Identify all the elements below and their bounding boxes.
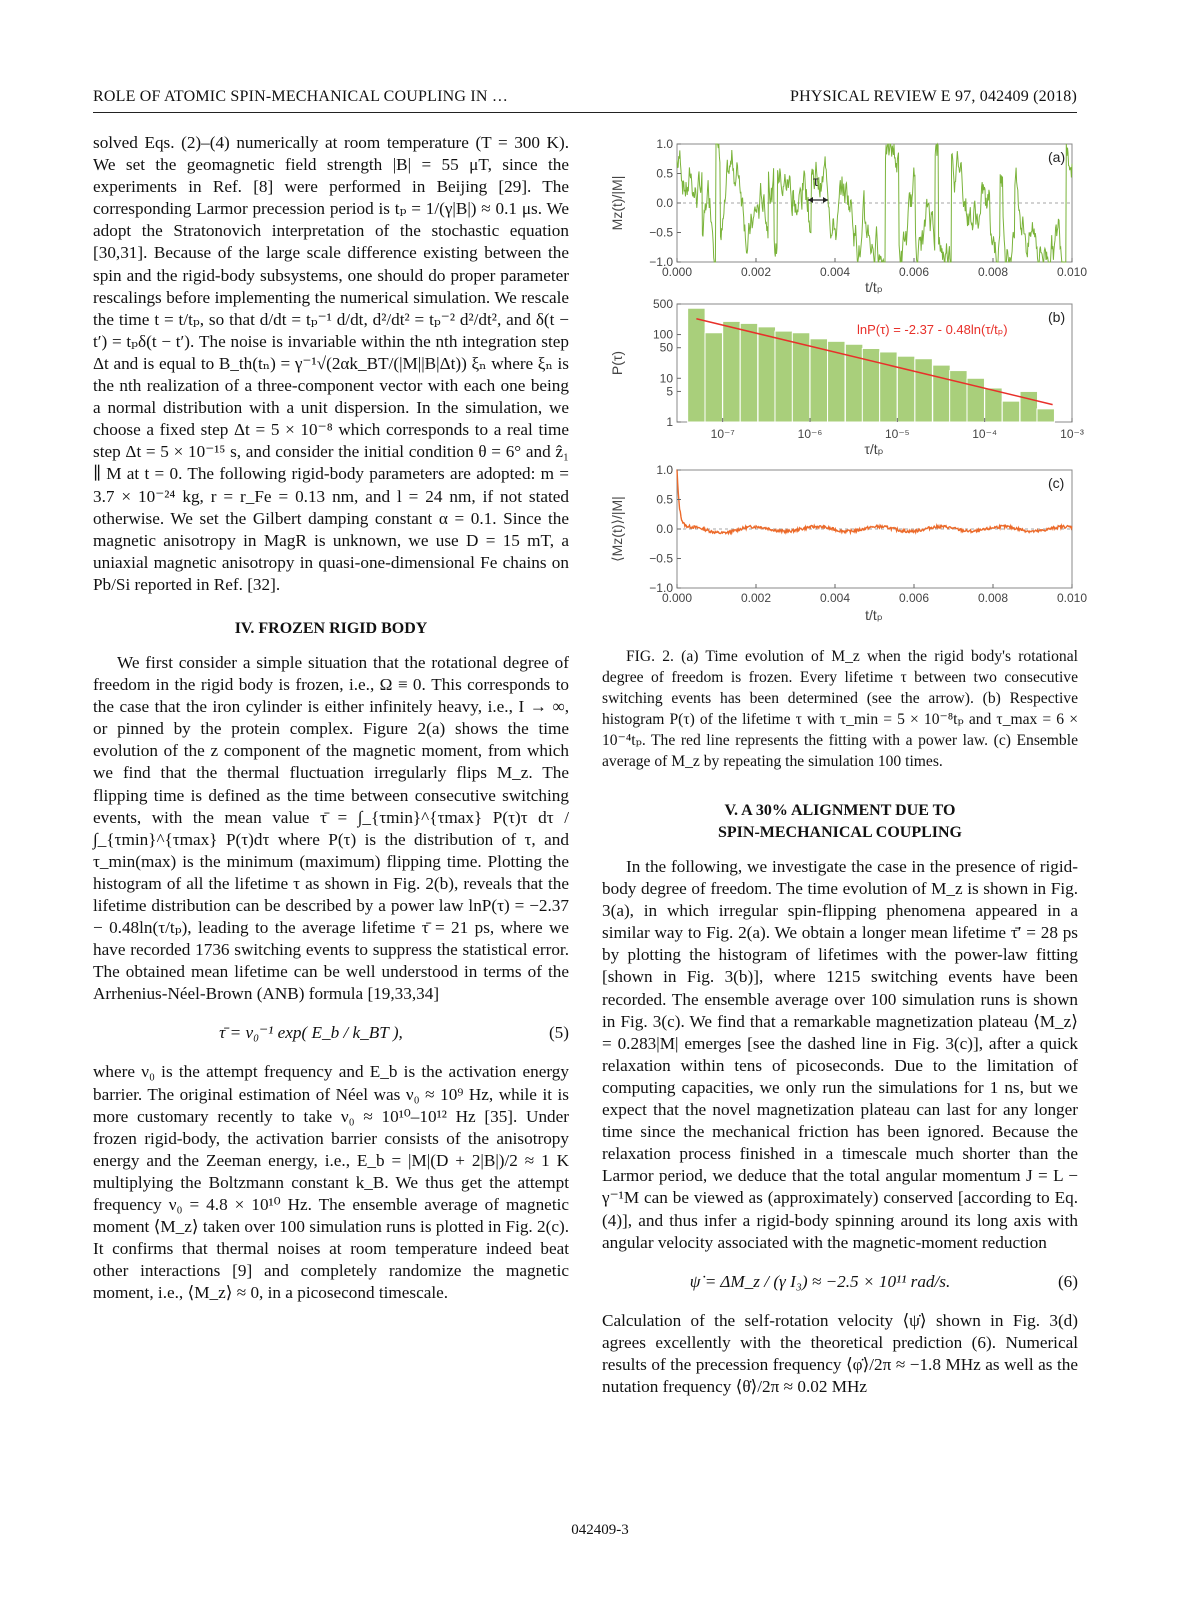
x-tick-label: 10⁻⁶	[797, 427, 823, 441]
panel-c	[609, 463, 1087, 623]
section-heading-v-line2: SPIN-MECHANICAL COUPLING	[717, 824, 962, 841]
y-tick-label: −0.5	[649, 551, 673, 566]
figure-2-caption-text: FIG. 2. (a) Time evolution of M_z when the rigid body's rotational degree of freedom is frozen. Every lifetime τ between two consecutive switching events has been determined (see the arrow). (b) Respective histogram P(τ) of the lifetime τ with τ_min = 5 × 10⁻⁸tₚ and τ_max = 6 × 10⁻⁴tₚ. The red line represents the fitting with a power law. (c) Ensemble average of M_z by repeating the simulation 100 times.	[602, 648, 1078, 770]
y-tick-label: 0.0	[656, 196, 673, 210]
paragraph-simulation-setup: solved Eqs. (2)–(4) numerically at room temperature (T = 300 K). We set the geomagnetic field strength |B| = 55 μT, since the experiments in Ref. [8] were performed in Beijing [29]. The corresponding Larmor precession period is tₚ = 1/(γ|B|) ≈ 0.1 μs. We adopt the Stratonovich interpretation of the stochastic equation [30,31]. Because of the large scale difference existing between the spin and the rigid-body subsystems, one should do proper parameter rescalings before implementing the numerical simulation. We rescale the time t = t/tₚ, so that d/dt = tₚ⁻¹ d/dt, d²/dt² = tₚ⁻² d²/dt², and δ(t − t′) = tₚδ(t − t′). The noise is invariable within the nth integration step Δt and is equal to B_th(tₙ) = γ⁻¹√(2αk_BT/(|M||B|Δt)) ξₙ where ξₙ is the nth realization of a three-component vector with each one being a normal distribution with a unit dispersion. In the simulation, we choose a fixed step Δt = 5 × 10⁻⁸ which corresponds to a real time step Δt = 5 × 10⁻¹⁵ s, and consider the initial condition θ = 6° and ẑ₁ ∥ M at t = 0. The following rigid-body parameters are adopted: m = 3.7 × 10⁻²⁴ kg, r = r_Fe = 0.13 nm, and l = 24 nm, if not stated otherwise. We set the Gilbert damping constant α = 0.1. Since the magnetic anisotropy in MagR is unknown, we use D = 15 mT, a uniaxial magnetic anisotropy in quasi-one-dimensional Fe chains on Pb/Si reported in Ref. [32].	[93, 133, 569, 594]
panel-b-ylabel: P(τ)	[609, 350, 625, 376]
panel-c-trace	[677, 469, 1072, 533]
panel-a-ylabel: Mz(t)/|M|	[609, 175, 625, 231]
histogram-bar	[1037, 409, 1054, 422]
paragraph-attempt-frequency: where ν₀ is the attempt frequency and E_b is the activation energy barrier. The original estimation of Néel was ν₀ ≈ 10⁹ Hz, while it is more customary recently to take ν₀ ≈ 10¹⁰–10¹² Hz [35]. Under frozen rigid-body, the activation barrier consists of the anisotropy energy and the Zeeman energy, i.e., E_b = |M|(D + 2|B|)/2 ≈ 1 K multiplying the Boltzmann constant k_B. We thus get the attempt frequency ν₀ = 4.8 × 10¹⁰ Hz. The ensemble average of magnetic moment ⟨M_z⟩ taken over 100 simulation runs is plotted in Fig. 2(c). It confirms that thermal noises at room temperature indeed beat other interactions [9] and completely randomize the magnetic moment, i.e., ⟨M_z⟩ ≈ 0, in a picosecond timescale.	[93, 1062, 569, 1303]
x-tick-label: 0.004	[819, 265, 851, 279]
y-tick-label: −1.0	[649, 581, 673, 595]
page-number: 042409-3	[571, 1522, 629, 1538]
x-tick-label: 10⁻³	[1060, 427, 1084, 441]
panel-b	[609, 297, 1084, 457]
histogram-bar	[1020, 391, 1037, 422]
y-tick-label: −0.5	[649, 225, 673, 240]
left-column	[93, 132, 569, 1305]
y-tick-label: 100	[652, 327, 673, 342]
y-tick-label: 10	[659, 371, 673, 386]
y-tick-label: 1.0	[656, 137, 673, 151]
section-heading-iv: IV. FROZEN RIGID BODY	[234, 619, 428, 637]
histogram-bar	[740, 323, 757, 422]
y-tick-label: −1.0	[649, 255, 673, 269]
x-tick-label: 0.008	[977, 591, 1009, 605]
paragraph-frozen-rigid-body: We first consider a simple situation that the rotational degree of freedom in the rigid body is frozen, i.e., Ω ≡ 0. This corresponds to the case that the iron cylinder is either infinitely heavy, i.e., I → ∞, or pinned by the protein complex. Figure 2(a) shows the time evolution of the z component of the magnetic moment, from which we find that the thermal fluctuation irregularly flips M_z. The flipping time is defined as the time between consecutive switching events, with the mean value τ̄ = ∫_{τmin}^{τmax} P(τ)τ dτ / ∫_{τmin}^{τmax} P(τ)dτ where P(τ) is the distribution of τ, and τ_min(max) is the minimum (maximum) flipping time. Plotting the histogram of all the lifetime τ as shown in Fig. 2(b), reveals that the lifetime distribution can be described by a power law lnP(τ) = −2.37 − 0.48ln(τ/tₚ), leading to the average lifetime τ̄ = 21 ps, where we have recorded 1736 switching events to suppress the statistical error. The obtained mean lifetime can be well understood in terms of the Arrhenius-Néel-Brown (ANB) formula [19,33,34]	[93, 652, 569, 1004]
histogram-bar	[810, 339, 827, 422]
panel-a-tag: (a)	[1048, 149, 1066, 165]
equation-5-body: τ̄ = ν₀⁻¹ exp( E_b / k_BT ),	[219, 1023, 403, 1043]
x-tick-label: 0.008	[977, 265, 1009, 279]
figure-2	[602, 132, 1088, 632]
y-tick-label: 0.0	[656, 522, 673, 536]
histogram-bar	[897, 356, 914, 422]
y-tick-label: 500	[652, 297, 673, 311]
x-tick-label: 0.010	[1056, 591, 1088, 605]
histogram-bar	[933, 365, 950, 422]
panel-a-trace	[677, 144, 1072, 262]
x-tick-label: 0.000	[661, 265, 693, 279]
y-tick-label: 1.0	[656, 463, 673, 477]
panel-a-arrow-left-head	[808, 197, 813, 203]
y-tick-label: 0.5	[656, 492, 673, 507]
histogram-bar	[723, 321, 740, 422]
header-title: ROLE OF ATOMIC SPIN-MECHANICAL COUPLING IN …	[93, 88, 509, 105]
equation-5-number: (5)	[548, 1023, 569, 1043]
histogram-bar	[688, 308, 705, 422]
panel-c-xlabel: t/tₚ	[865, 607, 883, 623]
x-tick-label: 0.004	[819, 591, 851, 605]
panel-b-tag: (b)	[1048, 309, 1066, 325]
x-tick-label: 0.000	[661, 591, 693, 605]
x-tick-label: 0.006	[898, 265, 930, 279]
panel-a	[609, 137, 1087, 295]
y-tick-label: 0.5	[656, 166, 673, 181]
x-tick-label: 0.002	[740, 591, 772, 605]
x-tick-label: 10⁻⁵	[885, 427, 910, 441]
right-column	[602, 800, 1078, 1398]
histogram-bar	[915, 359, 932, 422]
histogram-bar	[758, 327, 775, 422]
paragraph-spin-mechanical: In the following, we investigate the case in the presence of rigid-body degree of freedom. The time evolution of M_z is shown in Fig. 3(a), in which irregular spin-flipping phenomena appeared in a similar way to Fig. 2(a). We obtain a longer mean lifetime τ̄′ = 28 ps by plotting the histogram of lifetimes with the power-law fitting [shown in Fig. 3(b)], where 1215 switching events have been recorded. The ensemble average over 100 simulation runs is shown in Fig. 3(c). We find that a remarkable magnetization plateau ⟨M_z⟩ = 0.283|M| emerges [see the dashed line in Fig. 3(c)], after a quick relaxation within tens of picoseconds. Due to the limitation of computing capacities, we only run the simulations for 1 ns, but we expect that the novel magnetization plateau can last for any longer time since the mechanical friction has been ignored. Because the relaxation process finished in a timescale much shorter than the Larmor period, we deduce that the total angular momentum J = L − γ⁻¹M can be viewed as (approximately) conserved [according to Eq. (4)], and thus infer a rigid-body spinning around its long axis with angular velocity associated with the magnetic-moment reduction	[602, 857, 1078, 1252]
y-tick-label: 5	[666, 384, 673, 399]
figure-2-svg	[602, 132, 1088, 632]
equation-6-number: (6)	[1057, 1271, 1078, 1291]
panel-a-arrow-right-head	[823, 197, 828, 203]
x-tick-label: 0.006	[898, 591, 930, 605]
panel-c-ylabel: ⟨Mz(t)⟩/|M|	[609, 496, 625, 562]
histogram-bar	[775, 331, 792, 422]
histogram-bar	[950, 371, 967, 422]
running-header	[93, 88, 1077, 110]
panel-b-fit-label: lnP(τ) = -2.37 - 0.48ln(τ/tₚ)	[857, 322, 1008, 337]
equation-6-body: ψ̇ = ΔM_z / (γ I₃) ≈ −2.5 × 10¹¹ rad/s.	[689, 1271, 951, 1291]
y-tick-label: 50	[659, 340, 673, 355]
histogram-bar	[880, 352, 897, 422]
x-tick-label: 10⁻⁴	[972, 427, 998, 441]
panel-a-xlabel: t/tₚ	[865, 279, 883, 295]
x-tick-label: 10⁻⁷	[710, 427, 735, 441]
panel-c-tag: (c)	[1048, 475, 1065, 491]
histogram-bar	[705, 333, 722, 422]
header-rule	[93, 112, 1077, 113]
panel-a-tau-annotation: τ	[813, 173, 819, 189]
x-tick-label: 0.010	[1056, 265, 1088, 279]
histogram-bar	[985, 388, 1002, 422]
figure-2-caption	[602, 646, 1078, 772]
histogram-bar	[1002, 401, 1019, 422]
x-tick-label: 0.002	[740, 265, 772, 279]
equation-5	[93, 1005, 569, 1061]
panel-b-xlabel: τ/tₚ	[864, 441, 884, 457]
paragraph-self-rotation: Calculation of the self-rotation velocity ⟨ψ̇⟩ shown in Fig. 3(d) agrees excellently with the theoretical prediction (6). Numerical results of the precession frequency ⟨φ̇⟩/2π ≈ −1.8 MHz as well as the nutation frequency ⟨θ̇⟩/2π ≈ 0.02 MHz	[602, 1310, 1078, 1396]
section-heading-v-line1: V. A 30% ALIGNMENT DUE TO	[724, 802, 956, 819]
y-tick-label: 1	[666, 415, 673, 429]
header-journal: PHYSICAL REVIEW E 97, 042409 (2018)	[790, 88, 1077, 105]
equation-6	[602, 1254, 1078, 1310]
